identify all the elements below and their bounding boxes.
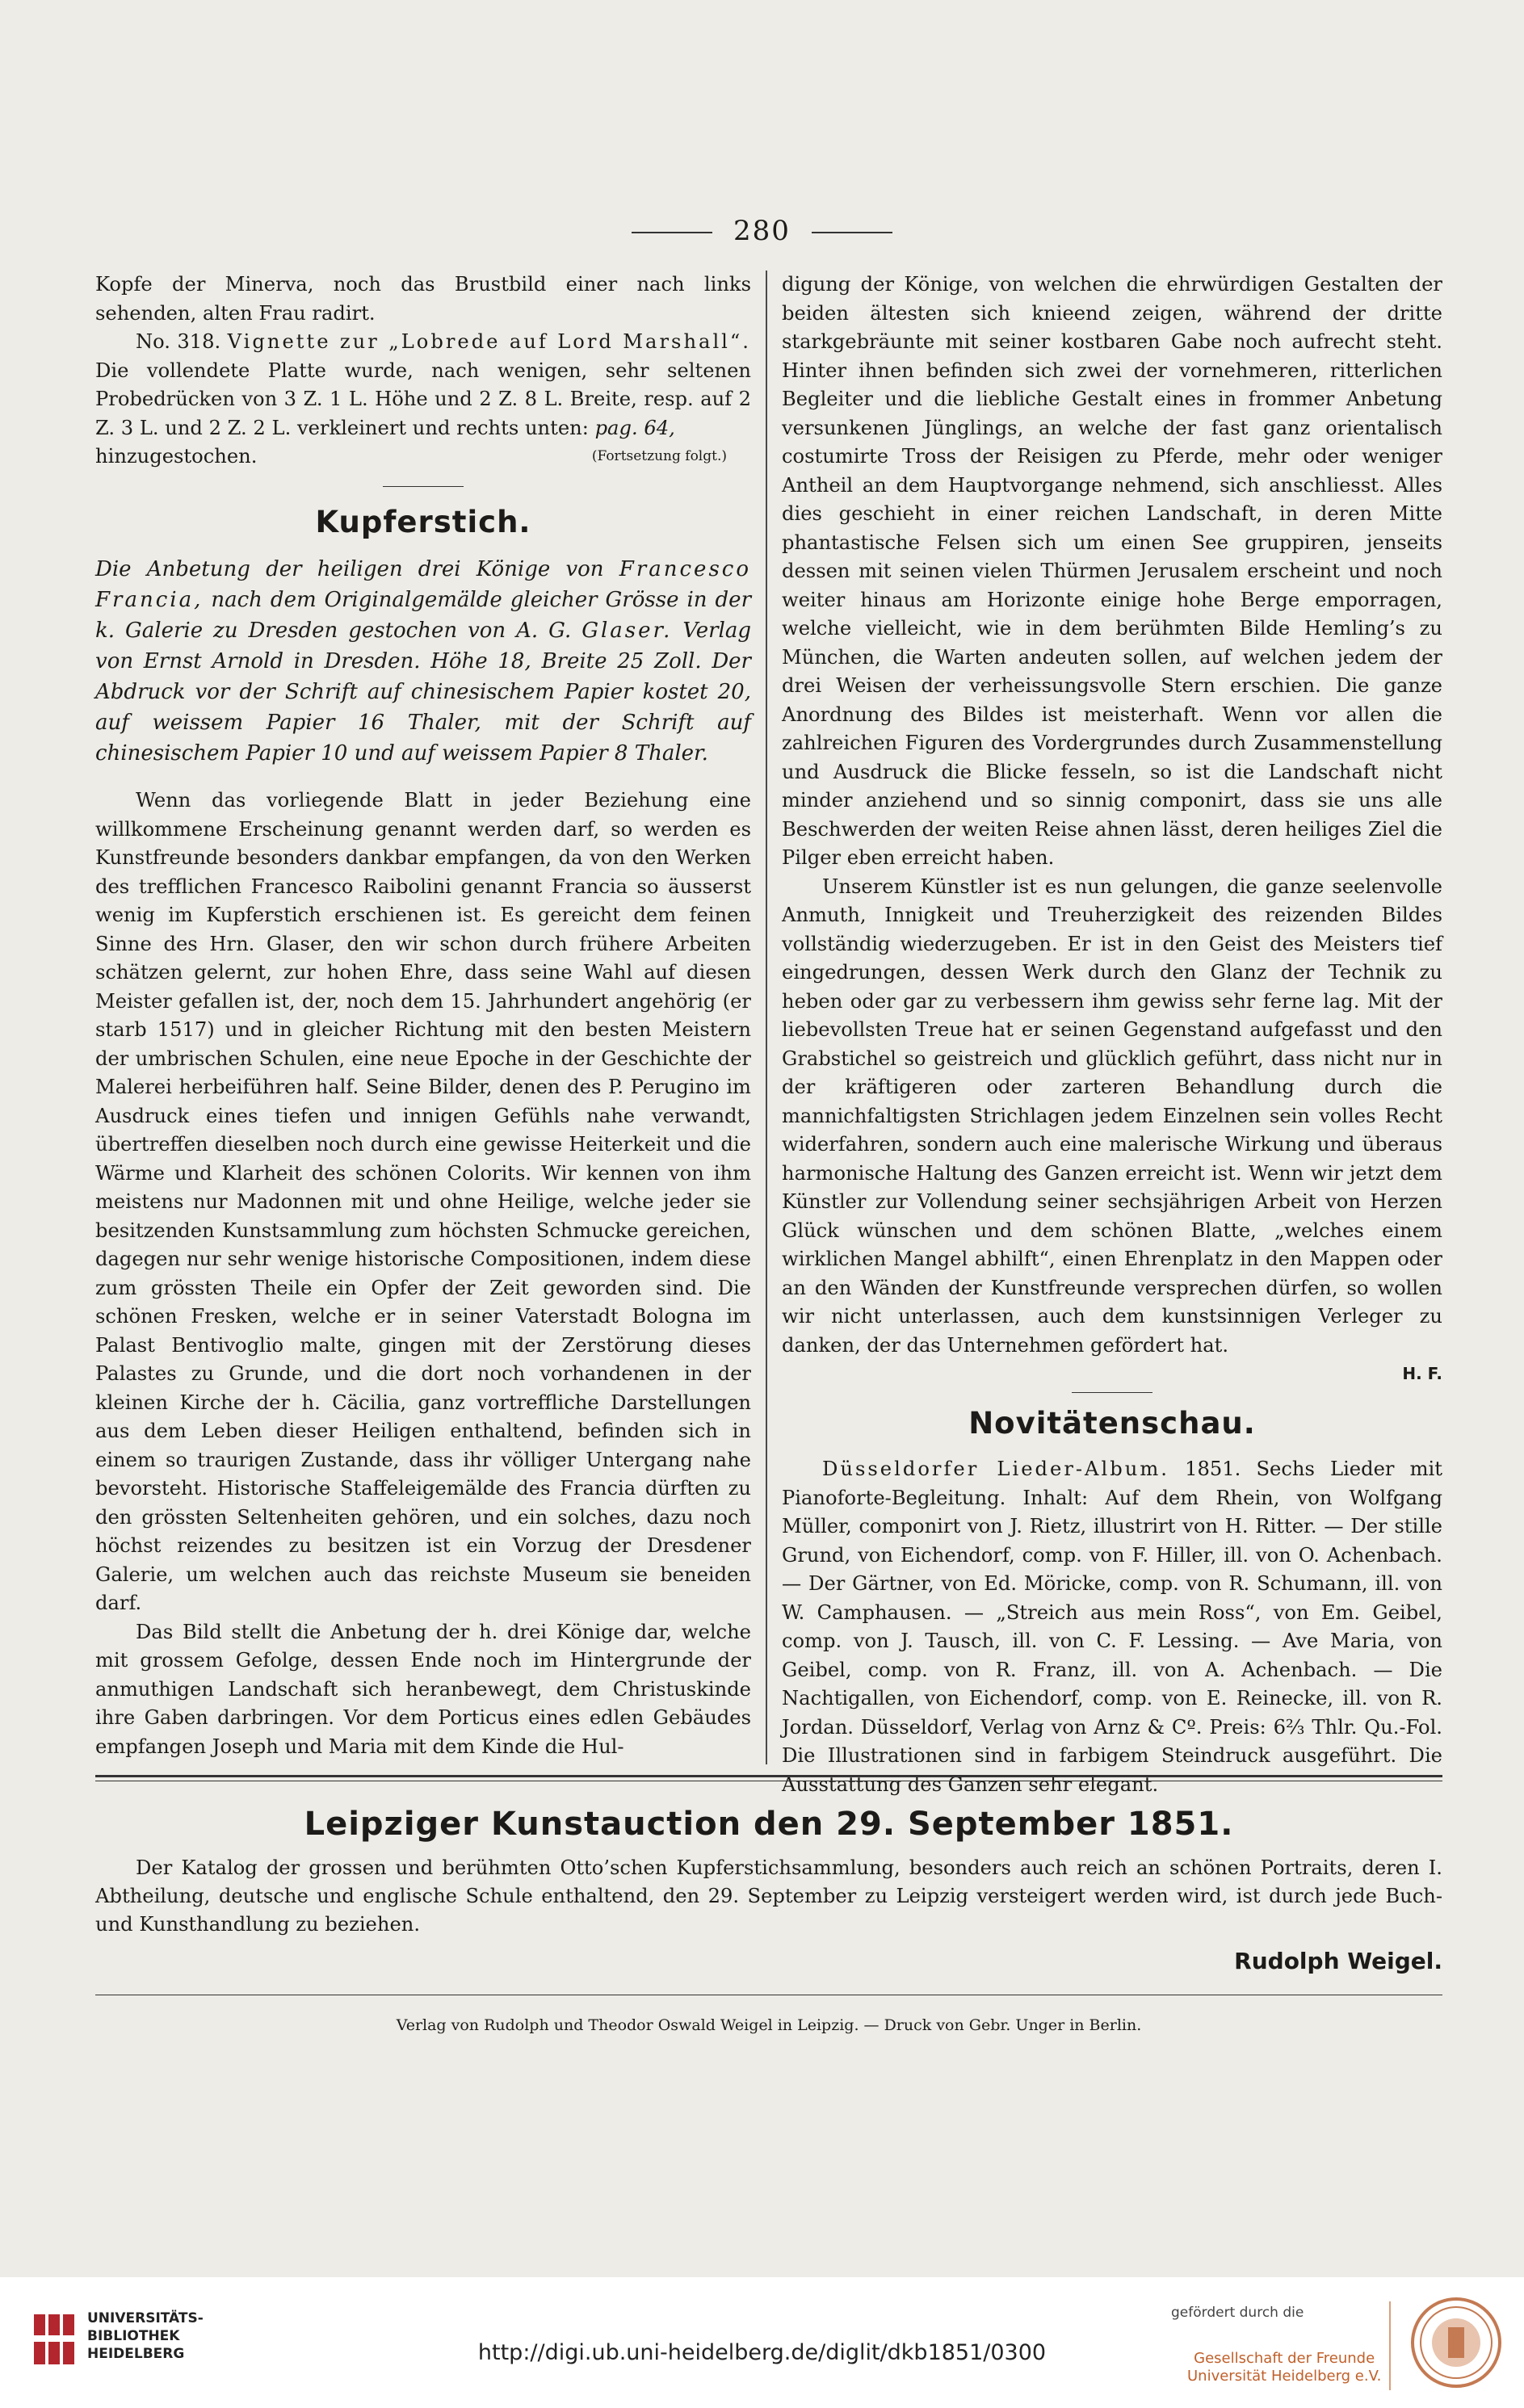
university-library-name: UNIVERSITÄTS- BIBLIOTHEK HEIDELBERG <box>87 2310 204 2362</box>
divider <box>1072 1392 1152 1393</box>
divider <box>95 1775 1442 1777</box>
section-heading: Kupferstich. <box>315 504 531 539</box>
right-column <box>782 271 1442 1799</box>
page-number: 280 <box>0 215 1524 247</box>
auction-signature: Rudolph Weigel. <box>1234 1948 1442 1974</box>
auction-heading: Leipziger Kunstauction den 29. September 1851. <box>304 1806 1234 1843</box>
paragraph: hinzugestochen. (Fortsetzung folgt.) <box>95 443 751 472</box>
paragraph: digung der Könige, von welchen die ehrwürdigen Gestalten der beiden ältesten sich knieend zeigen, während der dritte starkgebräunte mit seiner kostbaren Gabe noch aufrecht steht. Hinter ihnen befinden sich zwei der vornehmeren, ritterlichen Begleiter und die liebliche Gestalt eines in frommer Anbetung versunkenen Jünglings, an welche der fast ganz orientalisch costumirte Tross der Reisigen zu Pferde, mehr oder weniger Antheil an dem Hauptvorgange nehmend, sich anschliesst. Alles dies geschieht in einer reichen Landschaft, in deren Mitte phantastische Felsen sich um einen See gruppiren, jenseits dessen mit seinen vielen Thürmen Jerusalem erscheint und noch weiter hinaus am Horizonte einige hohe Berge emporragen, welche vielleicht, wie in dem berühmten Bilde Hemling’s zu München, die Warten andeuten sollen, auf welchen jedem der drei Weisen der verheissungsvolle Stern erschien. Die ganze Anordnung des Bildes ist meisterhaft. Wenn vor allen die zahlreichen Figuren des Vordergrundes durch Zusammenstellung und Ausdruck die Blicke fesseln, so ist die Landschaft nicht minder anziehend und so sinnig componirt, dass sie uns alle Beschwerden der weiten Reise ahnen lässt, deren heiliges Ziel die Pilger eben erreicht haben. <box>782 273 1442 869</box>
divider <box>1389 2301 1391 2390</box>
paragraph: Das Bild stellt die Anbetung der h. drei Könige dar, welche mit grossem Gefolge, dessen Ende noch im Hintergrunde der anmuthigen Landschaft sich heranbewegt, dem Christuskinde ihre Gaben darbringen. Vor dem Porticus eines edlen Gebäudes empfangen Joseph und Maria mit dem Kinde die Hul- <box>95 1620 751 1758</box>
signature: H. F. <box>1402 1364 1442 1383</box>
continuation-note: (Fortsetzung folgt.) <box>591 448 727 464</box>
sponsor-caption: gefördert durch die <box>1171 2305 1304 2321</box>
paragraph: Unserem Künstler ist es nun gelungen, die ganze seelenvolle Anmuth, Innigkeit und Treuherzigkeit des reizenden Bildes vollständig wiederzugeben. Er ist in den Geist des Meisters tief eingedrungen, dessen Werk durch den Glanz der Technik zu heben oder gar zu verbessern ihm gewiss sehr ferne lag. Mit der liebevollsten Treue hat er seinen Gegenstand aufgefasst und den Grabstichel so geistreich und glücklich geführt, dass nicht nur in der kräftigeren oder zarteren Behandlung durch die mannichfaltigsten Strichlagen jedem Einzelnen sein volles Recht widerfahren, sondern auch eine malerische Wirkung und überaus harmonische Haltung des Ganzen erreicht ist. Wenn wir jetzt dem Künstler zur Vollendung seiner sechsjährigen Arbeit von Herzen Glück wünschen und dem schönen Blatte, „welches einem wirklichen Mangel abhilft“, einen Ehrenplatz in den Mappen oder an den Wänden der Kunstfreunde versprechen dürfen, so wollen wir nicht unterlassen, auch dem kunstsinnigen Verleger zu danken, der das Unternehmen gefördert hat. <box>782 875 1442 1357</box>
paragraph: Kopfe der Minerva, noch das Brustbild einer nach links sehenden, alten Frau radirt. <box>95 273 751 325</box>
document-url-link[interactable]: http://digi.ub.uni-heidelberg.de/diglit/dkb1851/0300 <box>477 2340 1047 2365</box>
footer-bar <box>0 2277 1524 2408</box>
section-heading: Novitätenschau. <box>968 1405 1256 1441</box>
paragraph: Wenn das vorliegende Blatt in jeder Beziehung eine willkommene Erscheinung genannt werden darf, so werden es Kunstfreunde besonders dankbar empfangen, da von den Werken des trefflichen Francesco Raibolini genannt Francia so äusserst wenig im Kupferstich erschienen ist. Es gereicht dem feinen Sinne des Hrn. Glaser, den wir schon durch frühere Arbeiten schätzen gelernt, zur hohen Ehre, dass seine Wahl auf diesen Meister gefallen ist, der, noch dem 15. Jahrhundert angehörig (er starb 1517) und in gleicher Richtung mit den besten Meistern der umbrischen Schulen, eine neue Epoche in der Geschichte der Malerei herbeiführen half. Seine Bilder, denen des P. Perugino im Ausdruck eines tiefen und innigen Gefühls nahe verwandt, übertreffen dieselben noch durch eine gewisse Heiterkeit und die Wärme und Klarheit des schönen Colorits. Wir kennen von ihm meistens nur Madonnen mit und ohne Heilige, welche jeder sie besitzenden Kunstsammlung zum höchsten Schmucke gereichen, dagegen nur sehr wenige historische Compositionen, indem diese zum grössten Theile ein Opfer der Zeit geworden sind. Die schönen Fresken, welche er in seiner Vaterstadt Bologna im Palast Bentivoglio malte, gingen mit der Zerstörung dieses Palastes zu Grunde, und die dort noch vorhandenen in der kleinen Kirche der h. Cäcilia, ganz vortreffliche Darstellungen aus dem Leben dieser Heiligen enthaltend, befinden sich in einem so traurigen Zustande, dass ihr völliger Untergang nahe bevorsteht. Historische Staffeleigemälde des Francia dürften zu den grössten Seltenheiten gehören, und ein solches, dazu noch höchst reizendes zu besitzen ist ein Vorzug der Dresdener Galerie, um welchen auch das reichste Museum sie beneiden darf. <box>95 789 751 1614</box>
paragraph: Düsseldorfer Lieder-Album. 1851. Sechs Lieder mit Pianoforte-Begleitung. Inhalt: Auf dem Rhein, von Wolfgang Müller, componirt von J. Rietz, illustrirt von H. Ritter. — Der stille Grund, von Eichendorf, comp. von F. Hiller, ill. von O. Achenbach. — Der Gärtner, von Ed. Möricke, comp. von R. Schumann, ill. von W. Camphausen. — „Streich aus mein Ross“, von Em. Geibel, comp. von J. Tausch, ill. von C. F. Lessing. — Ave Maria, von Geibel, comp. von R. Franz, ill. von A. Achenbach. — Die Nachtigallen, von Eichendorf, comp. von E. Reinecke, ill. von R. Jordan. Düsseldorf, Verlag von Arnz & Cº. Preis: 6⅔ Thlr. Qu.-Fol. Die Illustrationen sind in farbigem Steindruck ausgeführt. Die Ausstattung des Ganzen sehr elegant. <box>782 1458 1442 1796</box>
column-divider <box>766 271 767 1764</box>
paragraph: No. 318. Vignette zur „Lobrede auf Lord Marshall“. Die vollendete Platte wurde, nach wenigen, sehr seltenen Probedrücken von 3 Z. 1 L. Höhe und 2 Z. 8 L. Breite, resp. auf 2 Z. 3 L. und 2 Z. 2 L. verkleinert und rechts unten: pag. 64, <box>95 330 751 439</box>
imprint: Verlag von Rudolph und Theodor Oswald Weigel in Leipzig. — Druck von Gebr. Unger in Berlin. <box>396 2016 1142 2034</box>
sponsor-name: Gesellschaft der Freunde Universität Heidelberg e.V. <box>1187 2350 1382 2385</box>
review-header: Die Anbetung der heiligen drei Könige von Francesco Francia, nach dem Originalgemälde gleicher Grösse in der k. Galerie zu Dresden gestochen von A. G. Glaser. Verlag von Ernst Arnold in Dresden. Höhe 18, Breite 25 Zoll. Der Abdruck vor der Schrift auf chinesischem Papier kostet 20, auf weissem Papier 16 Thaler, mit der Schrift auf chinesischem Papier 10 und auf weissem Papier 8 Thaler. <box>95 557 752 766</box>
seal-icon <box>1409 2295 1503 2390</box>
auction-text: Der Katalog der grossen und berühmten Otto’schen Kupferstichsammlung, besonders auch reich an schönen Portraits, deren I. Abtheilung, deutsche und englische Schule enthaltend, den 29. September zu Leipzig versteigert werden wird, ist durch jede Buch- und Kunsthandlung zu beziehen. <box>95 1856 1442 1936</box>
left-column <box>95 271 751 1761</box>
divider <box>383 486 464 487</box>
